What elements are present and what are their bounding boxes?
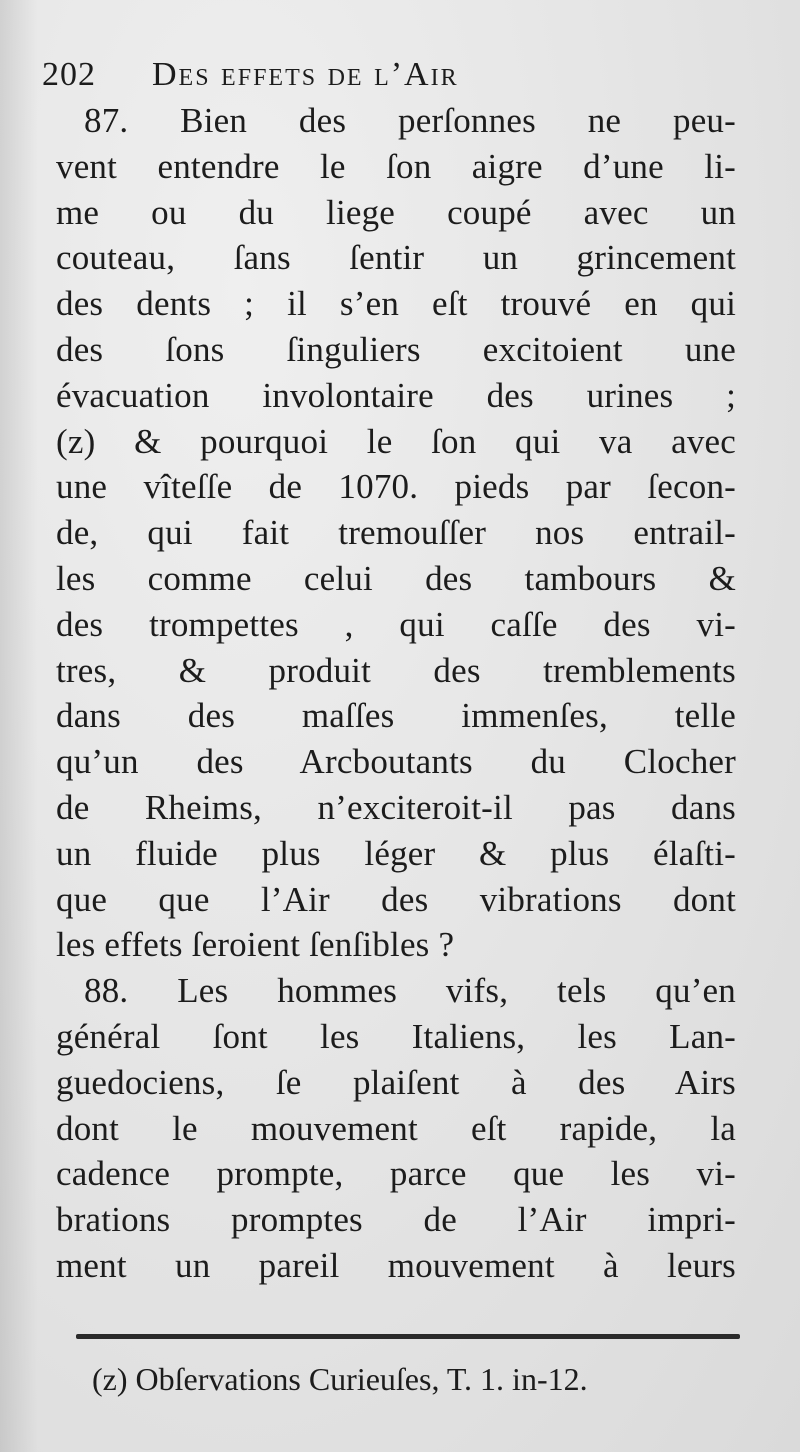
footnote: (z) Obſervations Curieuſes, T. 1. in-12.: [92, 1361, 588, 1397]
text-line: guedociens, ſe plaiſent à des Airs: [56, 1062, 736, 1102]
text-line: dont le mouvement eſt rapide, la: [56, 1108, 736, 1148]
text-line: ment un pareil mouvement à leurs: [56, 1245, 736, 1285]
footnote-rule: [76, 1334, 740, 1339]
text-line: les effets ſeroient ſenſibles ?: [56, 925, 455, 965]
text-line: les comme celui des tambours &: [56, 558, 736, 598]
text-line: dans des maſſes immenſes, telle: [56, 696, 736, 736]
text-line: des trompettes , qui caſſe des vi-: [56, 604, 736, 644]
text-line: une vîteſſe de 1070. pieds par ſecon-: [56, 467, 736, 507]
text-line: un fluide plus léger & plus élaſti-: [56, 833, 736, 873]
text-line: évacuation involontaire des urines ;: [56, 375, 736, 415]
text-line: de, qui fait tremouſſer nos entrail-: [56, 513, 736, 553]
text-line: vent entendre le ſon aigre d’une li-: [56, 146, 736, 186]
text-line: 87. Bien des perſonnes ne peu-: [84, 101, 736, 140]
text-line: qu’un des Arcboutants du Clocher: [56, 742, 736, 782]
text-line: (z) & pourquoi le ſon qui va avec: [56, 421, 736, 461]
text-line: des dents ; il s’en eſt trouvé en qui: [56, 284, 736, 324]
text-line: des ſons ſinguliers excitoient une: [56, 329, 736, 369]
text-line: couteau, ſans ſentir un grincement: [56, 238, 736, 278]
text-line: me ou du liege coupé avec un: [56, 192, 736, 232]
text-line: de Rheims, n’exciteroit-il pas dans: [56, 787, 736, 827]
text-line: cadence prompte, parce que les vi-: [56, 1154, 736, 1194]
text-line: général ſont les Italiens, les Lan-: [56, 1016, 736, 1056]
text-line: tres, & produit des tremblements: [56, 650, 736, 690]
body-text: [56, 98, 736, 1289]
text-line: 88. Les hommes vifs, tels qu’en: [84, 971, 736, 1011]
text-line: que que l’Air des vibrations dont: [56, 879, 736, 919]
running-title: Des effets de l’Air: [152, 56, 459, 93]
page-number: 202: [42, 56, 96, 93]
running-head: [42, 52, 742, 98]
text-line: brations promptes de l’Air impri-: [56, 1200, 736, 1240]
